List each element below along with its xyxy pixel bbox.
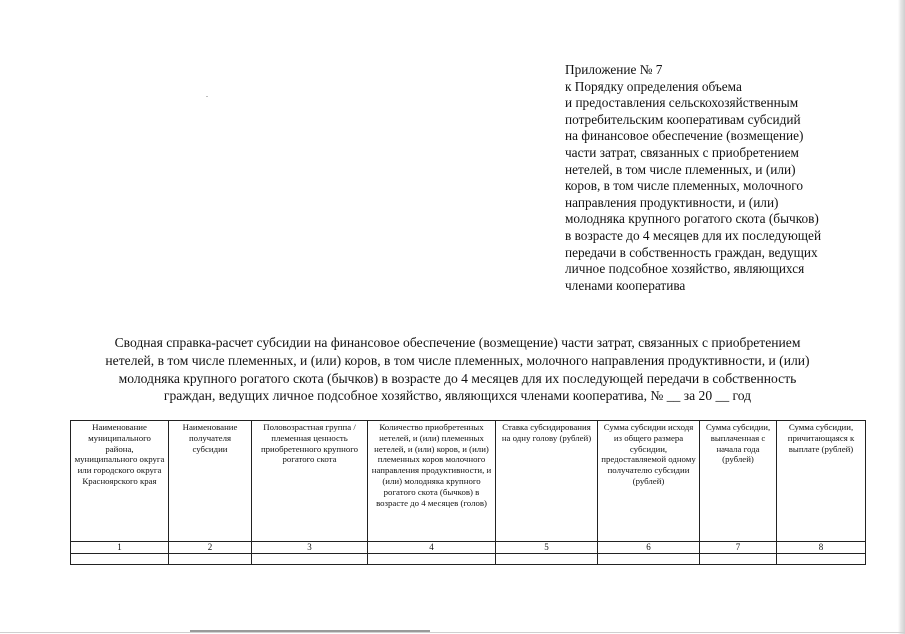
column-number: 2 <box>169 542 252 554</box>
scan-speck <box>206 96 208 97</box>
table-cell <box>71 554 169 565</box>
column-number: 6 <box>598 542 700 554</box>
subsidy-table <box>70 420 866 565</box>
column-number: 5 <box>496 542 598 554</box>
column-number: 3 <box>252 542 368 554</box>
annex-line: личное подсобное хозяйство, являющихся <box>565 261 805 277</box>
title-line: граждан, ведущих личное подсобное хозяйство, являющихся членами кооператива, № __ за 20 __ год <box>163 388 752 404</box>
table-cell <box>496 554 598 565</box>
annex-line: и предоставления сельскохозяйственным <box>565 95 799 111</box>
annex-line: направления продуктивности, и (или) <box>565 194 779 210</box>
annex-line: передачи в собственность граждан, ведущих <box>565 244 818 260</box>
column-number: 7 <box>700 542 777 554</box>
header-district: Наименование муниципального района, муниципального округа или городского округа Красноярского края <box>71 421 169 542</box>
annex-line: коров, в том числе племенных, молочного <box>565 178 804 194</box>
column-number: 1 <box>71 542 169 554</box>
header-paid-since-year-start: Сумма субсидии, выплаченная с начала года (рублей) <box>700 421 777 542</box>
table-cell <box>368 554 496 565</box>
annex-line: членами кооператива <box>565 277 686 293</box>
scan-artifact-line <box>0 632 905 633</box>
scan-shadow-edge <box>898 0 905 634</box>
table-cell <box>598 554 700 565</box>
annex-line: к Порядку определения объема <box>565 78 742 94</box>
table-cell <box>169 554 252 565</box>
annex-line: части затрат, связанных с приобретением <box>565 144 799 160</box>
annex-header <box>565 62 865 294</box>
column-number-row <box>71 542 866 554</box>
title-line: Сводная справка-расчет субсидии на финансовое обеспечение (возмещение) части затрат, связанных с приобретением <box>114 335 801 350</box>
annex-line: на финансовое обеспечение (возмещение) <box>565 128 804 144</box>
table-cell <box>700 554 777 565</box>
column-number: 8 <box>777 542 866 554</box>
annex-line: Приложение № 7 <box>565 62 663 77</box>
table-cell <box>252 554 368 565</box>
header-rate-per-head: Ставка субсидирования на одну голову (рублей) <box>496 421 598 542</box>
header-amount-due: Сумма субсидии, причитающаяся к выплате (рублей) <box>777 421 866 542</box>
document-title <box>40 334 875 405</box>
title-line: молодняка крупного рогатого скота (бычков) в возрасте до 4 месяцев для их последующей передачи в собственность <box>118 370 797 386</box>
annex-line: потребительским кооперативам субсидий <box>565 111 801 127</box>
header-head-count: Количество приобретенных нетелей, и (или) племенных нетелей, и (или) коров, и (или) племенных коров молочного направления продуктивности, и (или) молодняка крупного рогатого скота (бычков) в возрасте до 4 месяцев (голов) <box>368 421 496 542</box>
annex-line: молодняка крупного рогатого скота (бычков) <box>565 211 819 227</box>
table-row <box>71 554 866 565</box>
annex-line: в возрасте до 4 месяцев для их последующей <box>565 227 822 243</box>
annex-line: нетелей, в том числе племенных, и (или) <box>565 161 796 177</box>
column-number: 4 <box>368 542 496 554</box>
header-recipient: Наименование получателя субсидии <box>169 421 252 542</box>
table-header-row <box>71 421 866 542</box>
header-livestock-group: Половозрастная группа / племенная ценность приобретенного крупного рогатого скота <box>252 421 368 542</box>
title-line: нетелей, в том числе племенных, и (или) коров, в том числе племенных, молочного направления продуктивности, и (или) <box>105 352 810 368</box>
table-cell <box>777 554 866 565</box>
header-subsidy-amount: Сумма субсидии исходя из общего размера субсидии, предоставляемой одному получателю субсидии (рублей) <box>598 421 700 542</box>
